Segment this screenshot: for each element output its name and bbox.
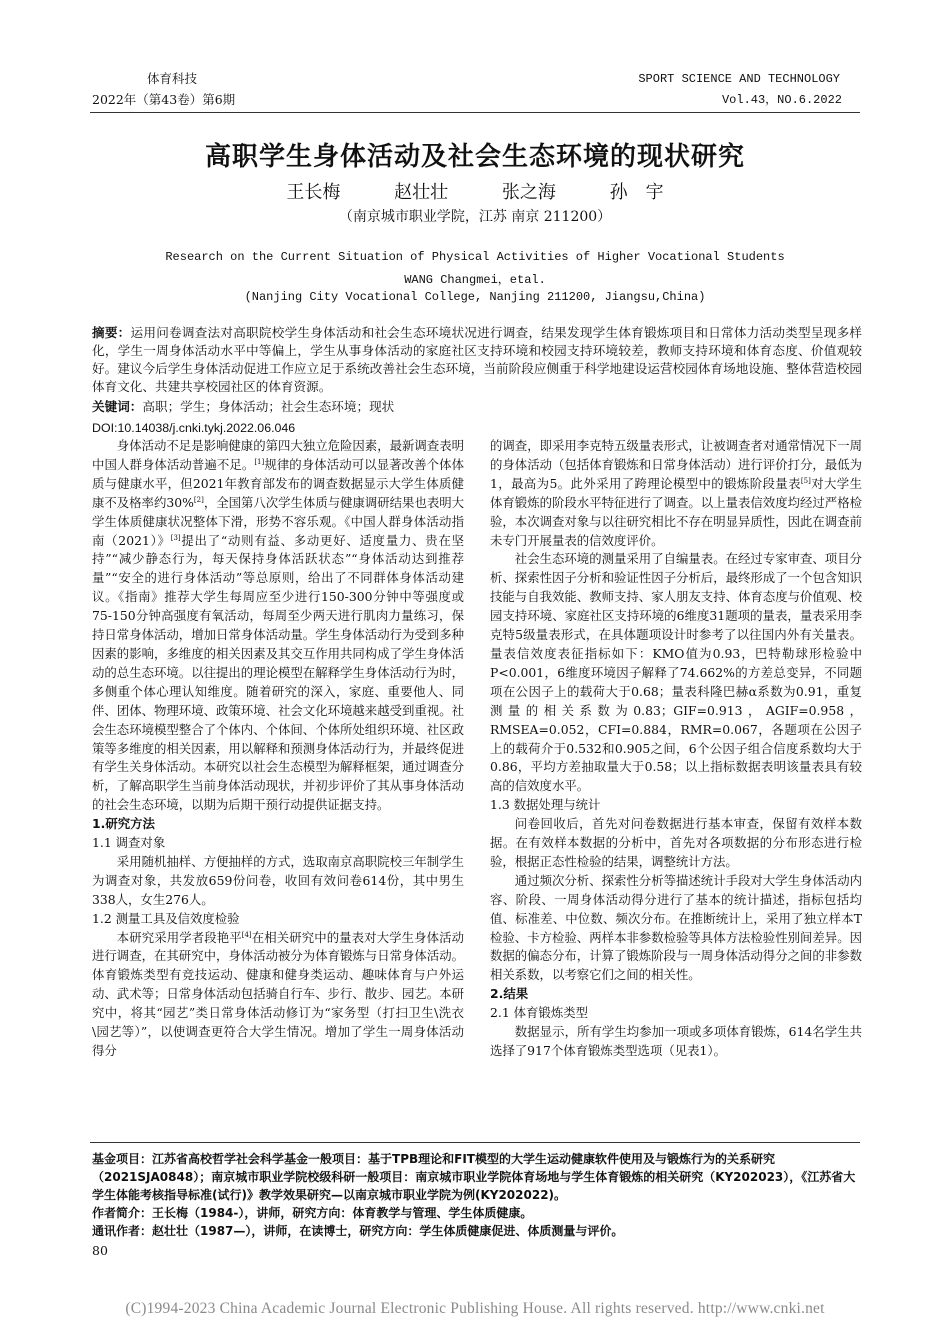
subsection-heading: 1.3 数据处理与统计 <box>490 797 601 813</box>
author: 孙 宇 <box>609 182 664 203</box>
abstract-label: 摘要： <box>92 325 131 340</box>
paragraph: 采用随机抽样、方便抽样的方式，选取南京高职院校三年制学生为调查对象，共发放659份问卷，收回有效问卷614份，其中男生338人，女生276人。 <box>92 853 464 907</box>
header-rule <box>90 112 860 113</box>
subsection-heading: 1.2 测量工具及信效度检验 <box>92 910 240 926</box>
keywords-text: 高职；学生；身体活动；社会生态环境；现状 <box>142 399 395 414</box>
journal-name-en: SPORT SCIENCE AND TECHNOLOGY <box>638 72 840 86</box>
author: 张之海 <box>501 182 556 203</box>
paragraph: 通过频次分析、探索性分析等描述统计手段对大学生身体活动内容、阶段、一周身体活动得分进行了基本的统计描述，指标包括均值、标准差、中位数、频次分布。在推断统计上，采用了独立样本T检验、卡方检验、两样本非参数检验等具体方法检验性别间差异。因数据的偏态分布，计算了锻炼阶段与一周身体活动得分之间的非参数相关系数，以考察它们之间的相关性。 <box>490 872 862 983</box>
author: 王长梅 <box>286 182 341 203</box>
footnote-rule <box>90 1142 860 1143</box>
corresponding-author: 通讯作者：赵壮壮（1987—），讲师，在读博士，研究方向：学生体质健康促进、体质测量与评价。 <box>92 1224 624 1238</box>
paper-title: 高职学生身体活动及社会生态环境的现状研究 <box>204 142 745 172</box>
paragraph: 问卷回收后，首先对问卷数据进行基本审查，保留有效样本数据。在有效样本数据的分析中，首先对各项数据的分布形态进行检验，根据正态性检验的结果，调整统计方法。 <box>490 816 862 869</box>
abstract-text: 运用问卷调查法对高职院校学生身体活动和社会生态环境状况进行调查，结果发现学生体育锻炼项目和日常体力活动类型呈现多样化，学生一周身体活动水平中等偏上，学生从事身体活动的家庭社区支持环境和校园支持环境较差，教师支持环境和体育态度、价值观较好。建议今后学生身体活动促进工作应立足于系统改善社会生态环境，当前阶段应侧重于科学地建设运营校园体育场地设施、整体营造校园体育文化、共建共享校园社区的体育资源。 <box>92 325 863 394</box>
subsection-heading: 1.1 调查对象 <box>92 835 166 851</box>
citation: [4] <box>241 930 252 939</box>
right-column <box>490 437 862 1061</box>
footnotes <box>92 1150 862 1240</box>
subsection-heading: 2.1 体育锻炼类型 <box>490 1005 588 1021</box>
page-number: 80 <box>92 1243 108 1258</box>
paragraph: 本研究采用学者段艳平[4]在相关研究中的量表对大学生身体活动进行调查，在其研究中，身体活动被分为体育锻炼与日常身体活动。体育锻炼类型有竞技运动、健康和健身类运动、趣味体育与户外运动、武术等；日常身体活动包括骑自行车、步行、散步、园艺。本研究中，将其“园艺”类日常身体活动修订为“家务型（打扫卫生\洗衣\园艺等）”，以使调查更符合大学生情况。增加了学生一周身体活动得分 <box>92 929 465 1058</box>
affiliation: （南京城市职业学院，江苏 南京 211200） <box>338 209 612 225</box>
paragraph: 的调查，即采用李克特五级量表形式，让被调查者对通常情况下一周的身体活动（包括体育锻炼和日常身体活动）进行评价打分，最低为1，最高为5。此外采用了跨理论模型中的锻炼阶段量表[5]对大学生体育锻炼的阶段水平特征进行了调查。以上量表信效度均经过严格检验，本次调查对象与以往研究相比不存在明显异质性，因此在调查前未专门开展量表的信效度评价。 <box>490 438 862 548</box>
paragraph: 数据显示，所有学生均参加一项或多项体育锻炼，614名学生共选择了917个体育锻炼类型选项（见表1）。 <box>490 1024 862 1058</box>
copyright-footer: (C)1994-2023 China Academic Journal Electronic Publishing House. All rights reserved. http://www.cnki.net <box>125 1300 825 1317</box>
keywords-label: 关键词： <box>92 399 143 414</box>
fund-note: 基金项目：江苏省高校哲学社会科学基金一般项目：基于TPB理论和FIT模型的大学生运动健康软件使用及与锻炼行为的关系研究（2021SJA0848）；南京城市职业学院校级科研一般项目：南京城市职业学院体育场地与学生体育锻炼的相关研究（KY202023），《江苏省大学生体能考核指导标准(试行)》教学效果研究—以南京城市职业学院为例(KY202022)。 <box>92 1152 856 1202</box>
author-list <box>0 178 950 204</box>
journal-name-cn: 体育科技 <box>147 71 198 86</box>
intro-paragraph: 身体活动不足是影响健康的第四大独立危险因素，最新调查表明中国人群身体活动普遍不足。[1]规律的身体活动可以显著改善个体体质与健康水平，但2021年教育部发布的调查数据显示大学生体质健康不及格率约30%[2]，全国第八次学生体质与健康调研结果也表明大学生体质健康状况整体下滑，形势不容乐观。《中国人群身体活动指南（2021）》[3]提出了“动则有益、多动更好、适度量力、贵在坚持”“减少静态行为，每天保持身体活跃状态”“身体活动达到推荐量”“安全的进行身体活动”等总原则，给出了不同群体身体活动建议。《指南》推荐大学生每周应至少进行150-300分钟中等强度或75-150分钟高强度有氧活动，每周至少两天进行肌肉力量练习，保持日常身体活动，增加日常身体活动量。学生身体活动行为受到多种因素的影响，多维度的相关因素及其交互作用共同构成了学生身体活动的总生态环境。以往提出的理论模型在解释学生身体活动行为时，多侧重个体心理认知维度。随着研究的深入，家庭、重要他人、同伴、团体、物理环境、政策环境、社会文化环境越来越受到重视。社会生态环境模型整合了个体内、个体间、个体所处组织环境、社区政策等多维度的相关因素，用以解释和预测身体活动行为，并最终促进有学生关身体活动。本研究以社会生态模型为解释框架，通过调查分析，了解高职学生当前身体活动现状，并初步评价了其从事身体活动的社会生态环境，以期为后期干预行动提供证据支持。 <box>92 438 465 813</box>
citation: [2] <box>193 495 204 504</box>
citation: [1] <box>254 457 265 466</box>
author-bio: 作者简介：王长梅（1984-），讲师，研究方向：体育教学与管理、学生体质健康。 <box>92 1206 533 1220</box>
citation: [3] <box>170 533 181 542</box>
author: 赵壮壮 <box>394 182 449 203</box>
citation: [5] <box>800 476 811 485</box>
issue-cn: 2022年（第43卷）第6期 <box>92 92 236 107</box>
doi: DOI:10.14038/j.cnki.tykj.2022.06.046 <box>92 421 296 435</box>
keywords <box>92 398 862 416</box>
english-title: Research on the Current Situation of Physical Activities of Higher Vocational Students <box>165 250 785 264</box>
english-authors: WANG Changmei，etal. <box>404 273 546 287</box>
section-heading: 2.结果 <box>490 986 529 1002</box>
issue-en: Vol.43，NO.6.2022 <box>721 93 842 107</box>
english-affiliation: (Nanjing City Vocational College, Nanjing 211200, Jiangsu,China) <box>244 290 706 304</box>
left-column <box>92 437 464 1061</box>
abstract <box>92 324 862 396</box>
paragraph: 社会生态环境的测量采用了自编量表。在经过专家审查、项目分析、探索性因子分析和验证性因子分析后，最终形成了一个包含知识技能与自我效能、教师支持、家人朋友支持、体育态度与价值观、校园支持环境、家庭社区支持环境的6维度31题项的量表，量表采用李克特5级量表形式，在具体题项设计时参考了以往国内外有关量表。量表信效度表征指标如下：KMO值为0.93，巴特勒球形检验中P<0.001，6维度环境因子解释了74.662%的方差总变异，不同题项在公因子上的载荷大于0.68；量表科隆巴赫α系数为0.91，重复测量的相关系数为0.83；GIF=0.913，AGIF=0.958，RMSEA=0.052，CFI=0.884，RMR=0.067，各题项在公因子上的载荷介于0.532和0.905之间，6个公因子组合信度系数均大于0.86，平均方差抽取量大于0.58；以上指标数据表明该量表具有较高的信效度水平。 <box>490 551 862 794</box>
section-heading: 1.研究方法 <box>92 816 155 832</box>
